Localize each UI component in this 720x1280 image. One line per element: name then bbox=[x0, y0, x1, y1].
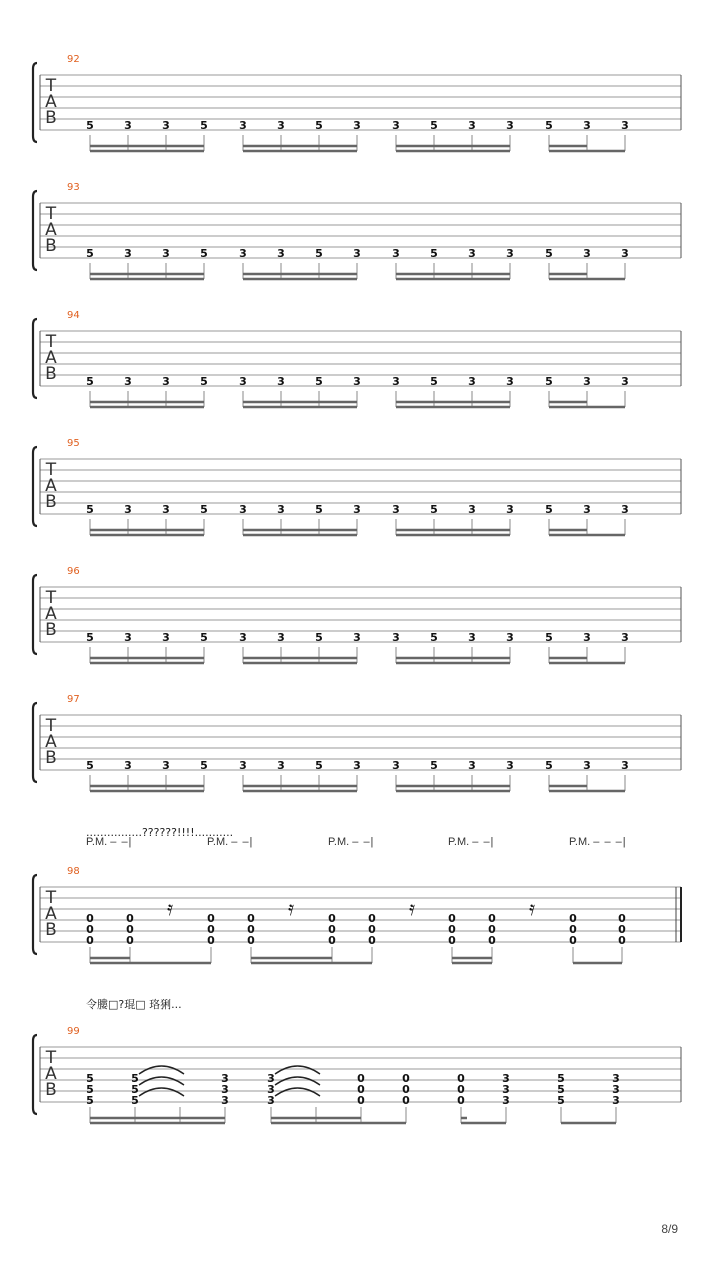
text-annotation-98: ................??????!!!!........... bbox=[86, 826, 234, 839]
fret-number: 0 bbox=[618, 934, 626, 947]
tab-clef-letter: B bbox=[45, 620, 57, 640]
fret-number: 5 bbox=[430, 119, 438, 132]
fret-number: 3 bbox=[506, 375, 514, 388]
fret-number: 3 bbox=[468, 247, 476, 260]
fret-number: 3 bbox=[124, 759, 132, 772]
fret-number: 5 bbox=[545, 119, 553, 132]
fret-number: 3 bbox=[162, 759, 170, 772]
fret-number: 0 bbox=[328, 912, 336, 925]
fret-number: 3 bbox=[506, 119, 514, 132]
tab-clef-letter: A bbox=[45, 220, 57, 240]
fret-number: 5 bbox=[200, 119, 208, 132]
tab-clef-letter: B bbox=[45, 236, 57, 256]
fret-number: 5 bbox=[86, 375, 94, 388]
fret-number: 3 bbox=[239, 375, 247, 388]
system-bracket bbox=[33, 703, 37, 782]
fret-number: 5 bbox=[131, 1072, 139, 1085]
fret-number: 0 bbox=[488, 934, 496, 947]
fret-number: 5 bbox=[200, 759, 208, 772]
measure-number: 94 bbox=[67, 310, 80, 321]
system-bracket bbox=[33, 575, 37, 654]
tab-clef-letter: T bbox=[45, 204, 57, 224]
tab-clef-letter: A bbox=[45, 348, 57, 368]
page-number: 8/9 bbox=[661, 1222, 678, 1236]
fret-number: 3 bbox=[277, 503, 285, 516]
text-annotation-99: 令膢□?琨□ 珞猁... bbox=[86, 998, 182, 1011]
fret-number: 3 bbox=[277, 247, 285, 260]
fret-number: 3 bbox=[124, 375, 132, 388]
fret-number: 3 bbox=[583, 759, 591, 772]
fret-number: 5 bbox=[131, 1094, 139, 1107]
fret-number: 3 bbox=[468, 119, 476, 132]
fret-number: 0 bbox=[247, 923, 255, 936]
fret-number: 3 bbox=[239, 119, 247, 132]
system-bracket bbox=[33, 63, 37, 142]
fret-number: 3 bbox=[221, 1094, 229, 1107]
fret-number: 3 bbox=[583, 631, 591, 644]
system-bracket bbox=[33, 875, 37, 954]
measure-number: 99 bbox=[67, 1026, 80, 1037]
fret-number: 3 bbox=[392, 631, 400, 644]
fret-number: 5 bbox=[315, 631, 323, 644]
fret-number: 3 bbox=[162, 119, 170, 132]
staff-system-93 bbox=[33, 182, 681, 279]
tie-arc bbox=[139, 1077, 184, 1085]
fret-number: 3 bbox=[239, 631, 247, 644]
fret-number: 5 bbox=[200, 247, 208, 260]
fret-number: 3 bbox=[162, 503, 170, 516]
fret-number: 5 bbox=[545, 631, 553, 644]
fret-number: 3 bbox=[162, 247, 170, 260]
fret-number: 3 bbox=[583, 503, 591, 516]
fret-number: 0 bbox=[448, 923, 456, 936]
measure-number: 93 bbox=[67, 182, 80, 193]
fret-number: 5 bbox=[545, 759, 553, 772]
fret-number: 5 bbox=[545, 503, 553, 516]
fret-number: 3 bbox=[468, 503, 476, 516]
fret-number: 3 bbox=[353, 247, 361, 260]
sixteenth-rest-icon: 𝄿 bbox=[528, 896, 536, 920]
fret-number: 0 bbox=[207, 923, 215, 936]
fret-number: 3 bbox=[392, 119, 400, 132]
fret-number: 0 bbox=[448, 934, 456, 947]
fret-number: 5 bbox=[86, 759, 94, 772]
tab-clef-letter: B bbox=[45, 492, 57, 512]
fret-number: 3 bbox=[267, 1072, 275, 1085]
fret-number: 3 bbox=[621, 247, 629, 260]
fret-number: 3 bbox=[506, 759, 514, 772]
fret-number: 5 bbox=[315, 119, 323, 132]
fret-number: 3 bbox=[124, 119, 132, 132]
fret-number: 5 bbox=[86, 503, 94, 516]
fret-number: 5 bbox=[430, 375, 438, 388]
fret-number: 3 bbox=[502, 1094, 510, 1107]
fret-number: 3 bbox=[392, 375, 400, 388]
fret-number: 5 bbox=[200, 503, 208, 516]
fret-number: 0 bbox=[457, 1094, 465, 1107]
staff-system-96 bbox=[33, 566, 681, 663]
system-bracket bbox=[33, 1035, 37, 1114]
fret-number: 0 bbox=[357, 1072, 365, 1085]
fret-number: 3 bbox=[239, 759, 247, 772]
fret-number: 0 bbox=[247, 934, 255, 947]
staff-system-94 bbox=[33, 310, 681, 407]
fret-number: 5 bbox=[200, 375, 208, 388]
fret-number: 5 bbox=[557, 1094, 565, 1107]
fret-number: 3 bbox=[621, 375, 629, 388]
fret-number: 0 bbox=[126, 934, 134, 947]
fret-number: 5 bbox=[557, 1072, 565, 1085]
fret-number: 5 bbox=[315, 759, 323, 772]
fret-number: 3 bbox=[506, 503, 514, 516]
fret-number: 3 bbox=[353, 631, 361, 644]
fret-number: 5 bbox=[315, 247, 323, 260]
fret-number: 5 bbox=[430, 759, 438, 772]
system-bracket bbox=[33, 447, 37, 526]
tab-clef-letter: T bbox=[45, 332, 57, 352]
fret-number: 3 bbox=[612, 1094, 620, 1107]
fret-number: 3 bbox=[353, 759, 361, 772]
fret-number: 3 bbox=[506, 631, 514, 644]
fret-number: 3 bbox=[506, 247, 514, 260]
fret-number: 3 bbox=[612, 1083, 620, 1096]
fret-number: 5 bbox=[86, 1083, 94, 1096]
fret-number: 5 bbox=[131, 1083, 139, 1096]
palm-mute-1: P.M. – –| bbox=[86, 836, 133, 848]
measure-number: 92 bbox=[67, 54, 80, 65]
fret-number: 0 bbox=[328, 934, 336, 947]
sixteenth-rest-icon: 𝄿 bbox=[408, 896, 416, 920]
fret-number: 0 bbox=[368, 923, 376, 936]
fret-number: 3 bbox=[392, 247, 400, 260]
fret-number: 0 bbox=[402, 1083, 410, 1096]
fret-number: 3 bbox=[124, 631, 132, 644]
measure-number: 98 bbox=[67, 866, 80, 877]
tab-clef-letter: T bbox=[45, 716, 57, 736]
tab-clef-letter: T bbox=[45, 76, 57, 96]
fret-number: 3 bbox=[277, 119, 285, 132]
palm-mute-4: P.M. – –| bbox=[448, 836, 495, 848]
fret-number: 0 bbox=[488, 923, 496, 936]
fret-number: 3 bbox=[239, 503, 247, 516]
tab-clef-letter: A bbox=[45, 904, 57, 924]
fret-number: 3 bbox=[612, 1072, 620, 1085]
fret-number: 3 bbox=[221, 1083, 229, 1096]
palm-mute-2: P.M. – –| bbox=[207, 836, 254, 848]
fret-number: 3 bbox=[353, 375, 361, 388]
fret-number: 0 bbox=[569, 912, 577, 925]
fret-number: 3 bbox=[353, 503, 361, 516]
fret-number: 0 bbox=[569, 934, 577, 947]
tab-clef-letter: A bbox=[45, 732, 57, 752]
fret-number: 3 bbox=[124, 503, 132, 516]
fret-number: 3 bbox=[353, 119, 361, 132]
fret-number: 0 bbox=[402, 1094, 410, 1107]
fret-number: 3 bbox=[468, 759, 476, 772]
fret-number: 5 bbox=[545, 375, 553, 388]
fret-number: 5 bbox=[545, 247, 553, 260]
fret-number: 5 bbox=[86, 119, 94, 132]
fret-number: 0 bbox=[488, 912, 496, 925]
fret-number: 3 bbox=[267, 1094, 275, 1107]
tie-arc bbox=[275, 1077, 320, 1085]
fret-number: 0 bbox=[86, 934, 94, 947]
system-bracket bbox=[33, 319, 37, 398]
fret-number: 3 bbox=[162, 631, 170, 644]
fret-number: 5 bbox=[430, 247, 438, 260]
fret-number: 5 bbox=[430, 503, 438, 516]
tab-clef-letter: B bbox=[45, 748, 57, 768]
fret-number: 3 bbox=[502, 1072, 510, 1085]
fret-number: 3 bbox=[392, 759, 400, 772]
fret-number: 5 bbox=[86, 1094, 94, 1107]
fret-number: 3 bbox=[621, 503, 629, 516]
staff-system-95 bbox=[33, 438, 681, 535]
tab-clef-letter: B bbox=[45, 920, 57, 940]
tab-clef-letter: A bbox=[45, 92, 57, 112]
fret-number: 0 bbox=[457, 1072, 465, 1085]
fret-number: 3 bbox=[621, 631, 629, 644]
fret-number: 0 bbox=[368, 912, 376, 925]
tab-clef-letter: A bbox=[45, 476, 57, 496]
fret-number: 0 bbox=[618, 912, 626, 925]
fret-number: 5 bbox=[86, 247, 94, 260]
fret-number: 5 bbox=[430, 631, 438, 644]
tab-clef-letter: B bbox=[45, 108, 57, 128]
fret-number: 5 bbox=[557, 1083, 565, 1096]
fret-number: 0 bbox=[448, 912, 456, 925]
fret-number: 0 bbox=[126, 912, 134, 925]
fret-number: 3 bbox=[621, 759, 629, 772]
fret-number: 0 bbox=[86, 912, 94, 925]
measure-number: 97 bbox=[67, 694, 80, 705]
fret-number: 3 bbox=[583, 247, 591, 260]
fret-number: 5 bbox=[86, 1072, 94, 1085]
measure-number: 95 bbox=[67, 438, 80, 449]
sixteenth-rest-icon: 𝄿 bbox=[166, 896, 174, 920]
fret-number: 0 bbox=[328, 923, 336, 936]
fret-number: 3 bbox=[468, 631, 476, 644]
fret-number: 0 bbox=[126, 923, 134, 936]
tie-arc bbox=[139, 1088, 184, 1096]
sixteenth-rest-icon: 𝄿 bbox=[287, 896, 295, 920]
fret-number: 5 bbox=[315, 503, 323, 516]
fret-number: 3 bbox=[162, 375, 170, 388]
fret-number: 0 bbox=[618, 923, 626, 936]
fret-number: 5 bbox=[86, 631, 94, 644]
staff-system-92 bbox=[33, 54, 681, 151]
fret-number: 5 bbox=[315, 375, 323, 388]
palm-mute-3: P.M. – –| bbox=[328, 836, 375, 848]
fret-number: 0 bbox=[207, 912, 215, 925]
tab-clef-letter: T bbox=[45, 888, 57, 908]
fret-number: 0 bbox=[569, 923, 577, 936]
fret-number: 3 bbox=[583, 375, 591, 388]
fret-number: 0 bbox=[368, 934, 376, 947]
tab-clef-letter: T bbox=[45, 1048, 57, 1068]
tab-clef-letter: A bbox=[45, 604, 57, 624]
fret-number: 0 bbox=[357, 1083, 365, 1096]
palm-mute-5: P.M. – – –| bbox=[569, 836, 627, 848]
fret-number: 3 bbox=[621, 119, 629, 132]
fret-number: 3 bbox=[239, 247, 247, 260]
fret-number: 3 bbox=[502, 1083, 510, 1096]
fret-number: 0 bbox=[207, 934, 215, 947]
tie-arc bbox=[139, 1066, 184, 1074]
tab-clef-letter: T bbox=[45, 460, 57, 480]
fret-number: 0 bbox=[357, 1094, 365, 1107]
fret-number: 3 bbox=[277, 375, 285, 388]
fret-number: 3 bbox=[221, 1072, 229, 1085]
staff-system-97 bbox=[33, 694, 681, 791]
fret-number: 3 bbox=[277, 631, 285, 644]
tie-arc bbox=[275, 1066, 320, 1074]
fret-number: 3 bbox=[124, 247, 132, 260]
tab-clef-letter: A bbox=[45, 1064, 57, 1084]
tie-arc bbox=[275, 1088, 320, 1096]
tab-clef-letter: B bbox=[45, 364, 57, 384]
fret-number: 0 bbox=[86, 923, 94, 936]
tab-clef-letter: T bbox=[45, 588, 57, 608]
fret-number: 3 bbox=[267, 1083, 275, 1096]
fret-number: 5 bbox=[200, 631, 208, 644]
fret-number: 0 bbox=[457, 1083, 465, 1096]
fret-number: 3 bbox=[468, 375, 476, 388]
fret-number: 3 bbox=[277, 759, 285, 772]
tab-clef-letter: B bbox=[45, 1080, 57, 1100]
fret-number: 3 bbox=[392, 503, 400, 516]
fret-number: 0 bbox=[402, 1072, 410, 1085]
measure-number: 96 bbox=[67, 566, 80, 577]
fret-number: 0 bbox=[247, 912, 255, 925]
fret-number: 3 bbox=[583, 119, 591, 132]
system-bracket bbox=[33, 191, 37, 270]
